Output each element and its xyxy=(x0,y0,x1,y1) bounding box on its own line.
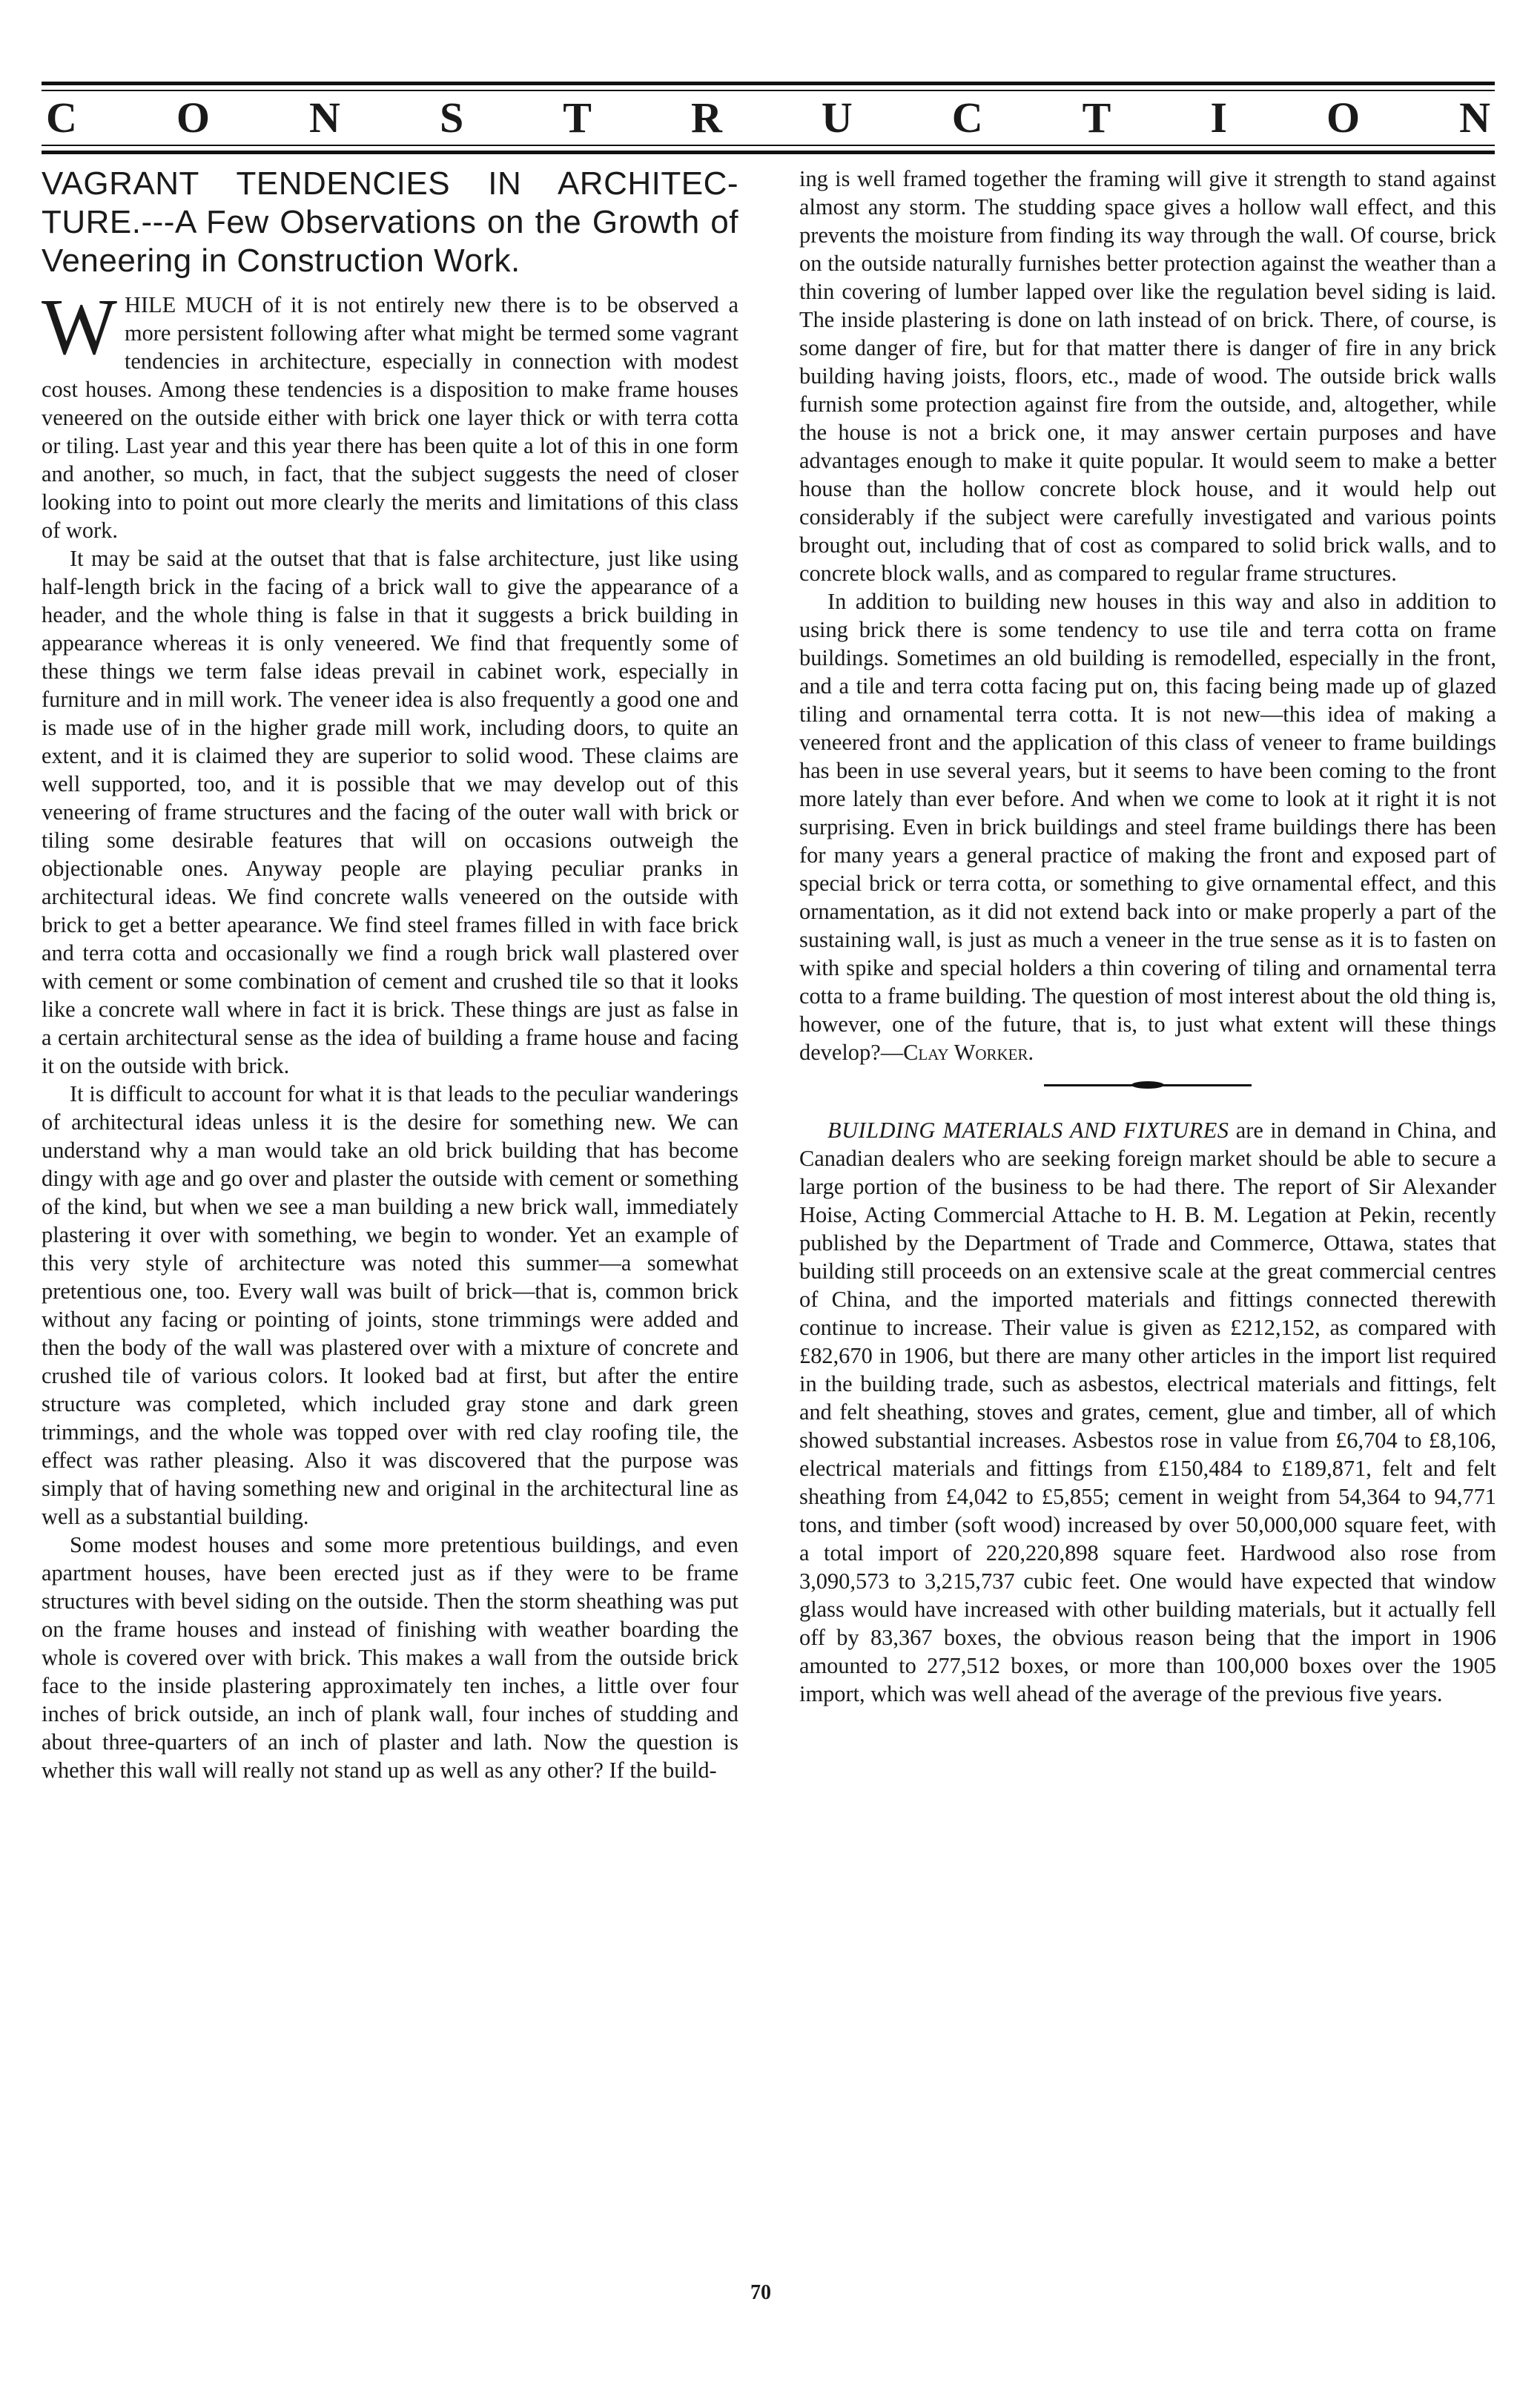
masthead xyxy=(42,82,1495,154)
masthead-letter: T xyxy=(1082,93,1111,142)
masthead-letter: I xyxy=(1210,93,1227,142)
left-column xyxy=(42,165,738,1784)
article-paragraph: It may be said at the outset that that is false architecture, just like using half-length brick in the facing of a brick wall to give the appearance of a header, and the whole thing is false in that it suggests a brick building in appearance whereas it is only veneered. We find that frequently some of these things we term false ideas prevail in cabinet work, especially in furniture and in mill work. The veneer idea is also frequently a good one and is made use of in the higher grade mill work, including doors, to quite an extent, and it is claimed they are superior to solid wood. These claims are well supported, too, and it is possible that we may develop out of this veneering of frame structures and the facing of the outer wall with brick or tiling some desirable features that will on occasions outweigh the objectionable ones. Anyway people are playing peculiar pranks in architectural ideas. We find concrete walls veneered on the outside with brick to get a better apearance. We find steel frames filled in with face brick and terra cotta and occasionally we find a rough brick wall plastered over with cement or some combination of cement and crushed tile so that it looks like a concrete wall where in fact it is brick. These things are just as false in a certain architectural sense as the idea of building a frame house and facing it on the outside with brick. xyxy=(42,546,738,1078)
article2-paragraph xyxy=(799,1116,1496,1708)
paragraph-text: HILE MUCH of it is not entirely new there is to be observed a more persistent following after what might be termed some vagrant tendencies in architecture, especially in connection with modest cost houses. Among these tendencies is a disposition to make frame houses veneered on the outside either with brick one layer thick or with terra cotta or tiling. Last year and this year there has been quite a lot of this in one form and another, so much, in fact, that the subject suggests the need of closer looking into to point out more clearly the merits and limitations of this class of work. xyxy=(42,292,738,543)
masthead-letter: U xyxy=(821,93,853,142)
article-headline: VAGRANT TENDENCIES IN ARCHITEC- TURE.---A Few Observations on the Growth of Veneering in Construction Work. xyxy=(42,165,738,279)
section-divider xyxy=(1044,1084,1252,1086)
masthead-letter: O xyxy=(1326,93,1361,142)
masthead-letter: N xyxy=(309,93,340,142)
article-credit: Clay Worker. xyxy=(903,1040,1034,1065)
masthead-letter: T xyxy=(563,93,592,142)
article-continuation: ing is well framed together the framing will give it strength to stand against almost any storm. The studding space gives a hollow wall effect, and this prevents the moisture from finding its way through the wall. Of course, brick on the outside naturally furnishes better protection against the weather than a thin covering of lumber lapped over like the regulation bevel siding is laid. The inside plastering is done on lath instead of on brick. There, of course, is some danger of fire, but for that matter there is danger of fire in any brick building having joists, floors, etc., made of wood. The outside brick walls furnish some protection against fire from the outside, and, altogether, while the house is not a brick one, it may answer certain purposes and have advantages enough to make it quite popular. It would seem to make a better house than the hollow concrete block house, and it would help out considerably if the subject were carefully investigated and various points brought out, including that of cost as compared to solid brick walls, and to concrete block walls, and as compared to regular frame structures. xyxy=(799,166,1496,586)
article2-body: are in demand in China, and Canadian dealers who are seeking foreign market should be able to secure a large portion of the business to be had there. The report of Sir Alexander Hoise, Acting Commercial Attache to H. B. M. Legation at Pekin, recently published by the Department of Trade and Commerce, Ottawa, states that building still proceeds on an extensive scale at the great commercial centres of China, and the imported materials and fittings connected therewith continue to increase. Their value is given as £212,152, as compared with £82,670 in 1906, but there are many other articles in the import list required in the building trade, such as asbestos, electrical materials and fittings, felt and felt sheathing, stoves and grates, cement, glue and timber, all of which showed substantial increases. Asbestos rose in value from £6,704 to £8,106, electrical materials and fittings from £150,484 to £189,871, felt and felt sheathing from £4,042 to £5,855; cement in weight from 54,364 to 94,771 tons, and timber (soft wood) increased by over 50,000,000 square feet, with a total import of 220,220,898 square feet. Hardwood also rose from 3,090,573 to 3,215,737 cubic feet. One would have expected that window glass would have increased with other building materials, but it actually fell off by 83,367 boxes, the obvious reason being that the import in 1906 amounted to 277,512 boxes, or more than 100,000 boxes over the 1905 import, which was well ahead of the average of the previous five years. xyxy=(799,1118,1497,1706)
masthead-title xyxy=(42,93,1495,142)
article-paragraph: It is difficult to account for what it is that leads to the peculiar wanderings of architectural ideas unless it is the desire for something new. We can understand why a man would take an old brick building that has become dingy with age and go over and plaster the outside with cement or something of the kind, but when we see a man building a new brick wall, immediately plastering it over with something, we begin to wonder. Yet an example of this very style of architecture was noted this summer—a somewhat pretentious one, too. Every wall was built of brick—that is, common brick without any facing or pointing of joints, stone trimmings were added and then the body of the wall was plastered over with a mixture of concrete and crushed tile of various colors. It looked bad at first, but after the entire structure was completed, which included gray stone and dark green trimmings, and the whole was topped over with red clay roofing tile, the effect was rather pleasing. Also it was discovered that the purpose was simply that of having something new and original in the architectural line as well as a substantial building. xyxy=(42,1081,738,1529)
masthead-letter: C xyxy=(951,93,983,142)
masthead-letter: C xyxy=(46,93,77,142)
masthead-letter: R xyxy=(690,93,722,142)
article-first-paragraph xyxy=(42,283,738,544)
page-number: 70 xyxy=(750,2281,771,2304)
article2-lead: BUILDING MATERIALS AND FIXTURES xyxy=(827,1118,1229,1143)
paragraph-text: In addition to building new houses in this way and also in addition to using brick there is some tendency to use tile and terra cotta on frame buildings. Sometimes an old building is remodelled, especially in the front, and a tile and terra cotta facing put on, this facing being made up of glazed tiling and ornamental terra cotta. It is not new—this idea of making a veneered front and the application of this class of veneer to frame buildings has been in use several years, but it seems to have been coming to the front more lately than ever before. And when we come to look at it right it is not surprising. Even in brick buildings and steel frame buildings there has been for many years a general practice of making the front and exposed part of special brick or terra cotta, or something to give ornamental effect, and this ornamentation, as it did not extend back into or make properly a part of the sustaining wall, is just as much a veneer in the true sense as it is to fasten on with spike and special holders a thin covering of tiling and ornamental terra cotta to a frame building. The question of most interest about the old thing is, however, one of the future, that is, to just what extent will these things develop?— xyxy=(799,589,1496,1065)
masthead-letter: O xyxy=(176,93,211,142)
right-column xyxy=(799,165,1496,1708)
article-paragraph: Some modest houses and some more pretentious buildings, and even apartment houses, have been erected just as if they were to be frame structures with bevel siding on the outside. Then the storm sheathing was put on the frame houses and instead of finishing with weather boarding the whole is covered over with brick. This makes a wall from the outside brick face to the inside plastering approximately ten inches, a little over four inches of brick outside, an inch of plank wall, four inches of studding and about three-quarters of an inch of plaster and lath. Now the question is whether this wall will really not stand up as well as any other? If the build- xyxy=(42,1532,738,1783)
drop-cap: W xyxy=(42,283,117,372)
article-paragraph xyxy=(799,587,1496,1066)
masthead-letter: S xyxy=(439,93,464,142)
masthead-letter: N xyxy=(1459,93,1490,142)
